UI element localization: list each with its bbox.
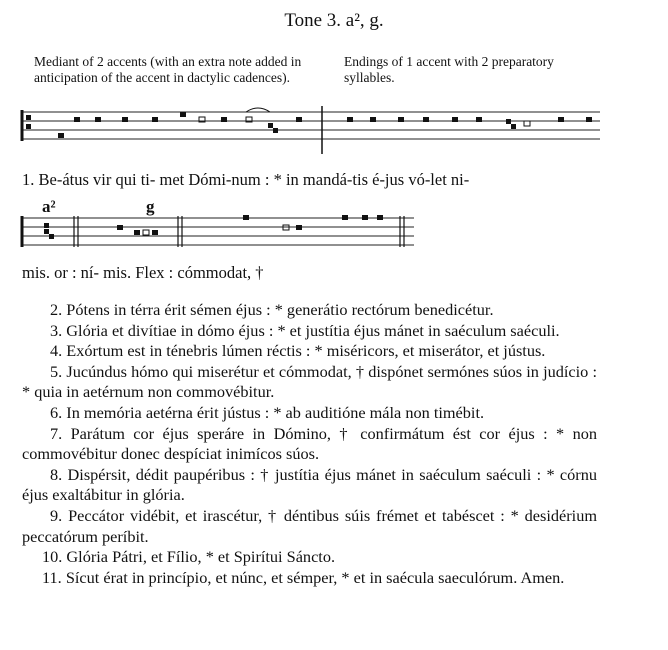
- verse-3: 3. Glória et divítiae in dómo éjus : * et justítia éjus mánet in saéculum saéculi.: [50, 320, 560, 340]
- note: [243, 215, 249, 220]
- note: [74, 117, 80, 122]
- note: [558, 117, 564, 122]
- note: [476, 117, 482, 122]
- ending-label-a2: a²: [42, 197, 56, 216]
- page-title: Tone 3. a², g.: [284, 10, 384, 31]
- note: [49, 234, 54, 239]
- note: [347, 117, 353, 122]
- note: [452, 117, 458, 122]
- note: [122, 117, 128, 122]
- note-hollow: [524, 121, 530, 126]
- verse-7: 7. Parátum cor éjus speráre in Dómino, † confirmátum ést cor éjus : * non commovébitur donec despíciat inimícos súos.: [22, 423, 597, 464]
- verse-6: 6. In memória aetérna érit jústus : * ab auditióne mála non timébit.: [50, 402, 485, 422]
- note: [362, 215, 368, 220]
- verse-5: 5. Jucúndus hómo qui miserétur et cómmodat, † dispónet sermónes súos in judício : * quia in aetérnum non commovébitur.: [22, 361, 597, 402]
- note: [58, 133, 64, 138]
- note: [342, 215, 348, 220]
- verse-1: 1. Be-átus vir qui ti- met Dómi-num : * in mandá-tis é-jus vó-let ni-: [22, 170, 470, 189]
- verse-10: 10. Glória Pátri, et Fílio, * et Spirítui Sáncto.: [42, 547, 336, 567]
- verse-11: 11. Sícut érat in princípio, et núnc, et sémper, * et in saécula saeculórum. Amen.: [42, 567, 565, 587]
- endings-header: Endings of 1 accent with 2 preparatory syllables.: [344, 54, 554, 85]
- note: [506, 119, 511, 124]
- verse-2: 2. Pótens in térra érit sémen éjus : * generátio rectórum benedicétur.: [50, 300, 494, 319]
- chant-staff-mediant: [0, 102, 668, 162]
- note: [117, 225, 123, 230]
- note-hollow: [143, 230, 149, 235]
- note: [44, 229, 49, 234]
- note: [134, 230, 140, 235]
- clef-mark-2: [26, 124, 31, 129]
- mediant-header: Mediant of 2 accents (with an extra note added in anticipation of the accent in dactylic cadences).: [34, 54, 302, 85]
- clef-mark: [26, 115, 31, 120]
- psalm-verses: [22, 300, 597, 588]
- note: [273, 128, 278, 133]
- note: [95, 117, 101, 122]
- chant-staff-endings: [0, 196, 668, 252]
- verse-4: 4. Exórtum est in ténebris lúmen réctis : * miséricors, et miserátor, et jústus.: [50, 341, 546, 361]
- note: [268, 123, 273, 128]
- note: [152, 230, 158, 235]
- note: [180, 112, 186, 117]
- note: [296, 225, 302, 230]
- note: [221, 117, 227, 122]
- note: [398, 117, 404, 122]
- note: [152, 117, 158, 122]
- verse-9: 9. Peccátor vidébit, et irascétur, † déntibus súis frémet et tabéscet : * desidérium peccatórum períbit.: [22, 505, 597, 546]
- note: [511, 124, 516, 129]
- verse-8: 8. Dispérsit, dédit paupéribus : † justítia éjus mánet in saéculum saéculi : * córnu éjus exaltábitur in glória.: [22, 464, 597, 505]
- note: [370, 117, 376, 122]
- note: [296, 117, 302, 122]
- ending-label-g: g: [146, 197, 155, 216]
- note: [377, 215, 383, 220]
- note: [44, 223, 49, 228]
- note: [586, 117, 592, 122]
- verse-1-continuation: mis. or : ní- mis. Flex : cómmodat, †: [22, 263, 264, 282]
- slur: [246, 108, 270, 112]
- note: [423, 117, 429, 122]
